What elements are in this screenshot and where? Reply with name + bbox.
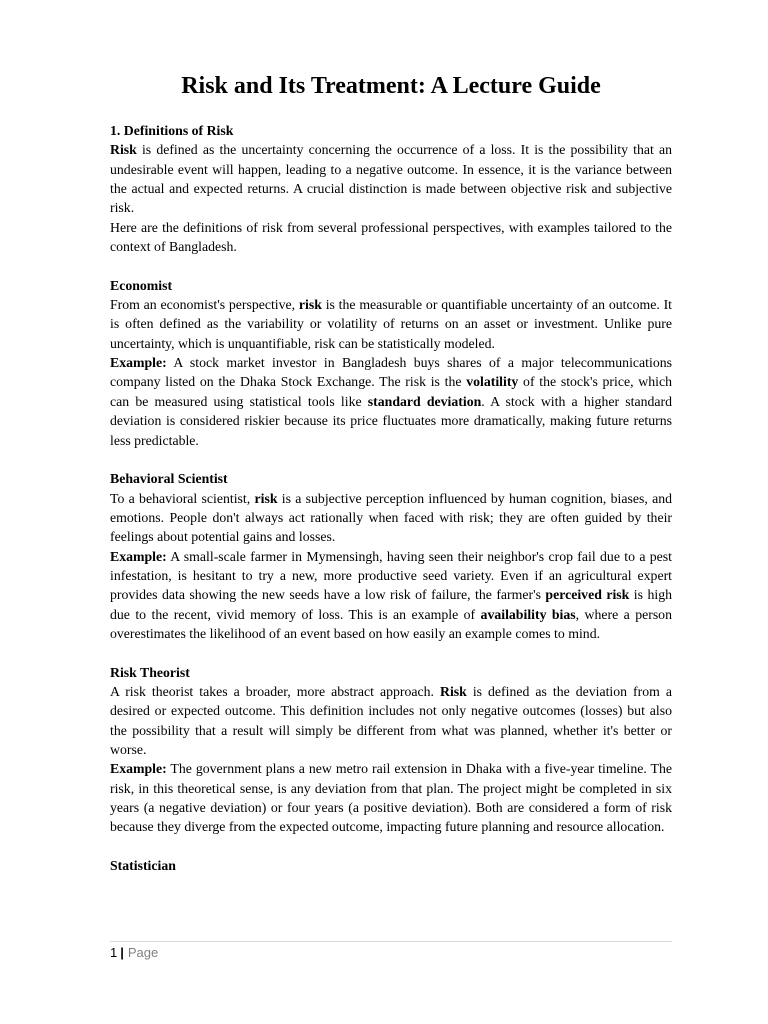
example-paragraph (110, 547, 672, 644)
bold-text-run: volatility (466, 374, 519, 390)
bold-text-run: availability bias (480, 606, 576, 622)
text-run: To a behavioral scientist, (110, 490, 255, 506)
page-label: Page (127, 945, 159, 960)
section-heading-risk-theorist: Risk Theorist (110, 664, 190, 680)
section-heading-economist: Economist (110, 277, 173, 293)
text-run: Here are the definitions of risk from several professional perspectives, with examples tailored to the context of Bangladesh. (110, 219, 672, 255)
text-run: is defined as the deviation from a desired or expected outcome. This definition includes not only negative outcomes (losses) but also the possibility that a result will simply be different from what was planned, whether it's better or worse. (110, 683, 672, 757)
text-run: is the measurable or quantifiable uncertainty of an outcome. It is often defined as the variability or volatility of returns on an asset or investment. Unlike pure uncertainty, which is unquantifiable, risk can be statistically modeled. (110, 297, 672, 351)
paragraph (110, 489, 672, 547)
paragraph-gap (110, 450, 672, 469)
example-paragraph (110, 353, 672, 450)
document-body (110, 121, 672, 875)
bold-text-run: standard deviation (367, 393, 482, 409)
text-run: , where a person overestimates the likelihood of an event based on how easily an example comes to mind. (110, 606, 672, 641)
example-paragraph (110, 759, 672, 836)
document-title: Risk and Its Treatment: A Lecture Guide (181, 73, 601, 99)
section-heading-definitions: 1. Definitions of Risk (110, 123, 234, 138)
bold-text-run: perceived risk (545, 587, 630, 603)
paragraph-gap (110, 643, 672, 662)
text-run: is high due to the recent, vivid memory of loss. This is an example of (110, 587, 672, 622)
section-heading-behavioral-scientist: Behavioral Scientist (110, 471, 228, 487)
paragraph (110, 682, 672, 759)
bold-text-run: Example: (110, 355, 167, 371)
bold-text-run: Risk (110, 142, 137, 158)
text-run: From an economist's perspective, (110, 297, 299, 313)
bold-text-run: Example: (110, 548, 167, 564)
paragraph (110, 140, 672, 217)
text-run: A stock market investor in Bangladesh buys shares of a major telecommunications company listed on the Dhaka Stock Exchange. The risk is the (110, 355, 672, 390)
text-run: is a subjective perception influenced by human cognition, biases, and emotions. People don't always act rationally when faced with risk; they are often guided by their feelings about potential gains and losses. (110, 490, 672, 545)
text-run: The government plans a new metro rail extension in Dhaka with a five-year timeline. The risk, in this theoretical sense, is any deviation from that plan. The project might be completed in six years (a negative deviation) or four years (a positive deviation). Both are considered a form of risk because they diverge from the expected outcome, impacting future planning and resource allocation. (110, 761, 672, 835)
paragraph-gap (110, 837, 672, 856)
page-number: 1 (110, 945, 118, 960)
paragraph (110, 218, 672, 257)
text-run: of the stock's price, which can be measured using statistical tools like (110, 374, 672, 409)
bold-text-run: Risk (439, 683, 467, 699)
paragraph-gap (110, 256, 672, 275)
text-run: A risk theorist takes a broader, more abstract approach. (110, 683, 440, 699)
text-run: . A stock with a higher standard deviation is considered riskier because its price fluctuates more dramatically, making future returns less predictable. (110, 393, 672, 448)
paragraph (110, 295, 672, 353)
footer-separator: | (120, 945, 124, 960)
section-heading-statistician: Statistician (110, 858, 176, 874)
bold-text-run: risk (298, 297, 322, 313)
bold-text-run: risk (254, 490, 278, 506)
text-run: is defined as the uncertainty concerning the occurrence of a loss. It is the possibility that an undesirable event will happen, leading to a negative outcome. In essence, it is the variance between the actual and expected returns. A crucial distinction is made between objective risk and subjective risk. (110, 142, 672, 216)
bold-text-run: Example: (110, 761, 167, 777)
text-run: A small-scale farmer in Mymensingh, having seen their neighbor's crop fail due to a pest infestation, is hesitant to try a new, more productive seed variety. Even if an agricultural expert provides data showing the new seeds have a low risk of failure, the farmer's (110, 548, 672, 603)
page-footer (110, 944, 158, 962)
footer-divider (110, 941, 672, 942)
